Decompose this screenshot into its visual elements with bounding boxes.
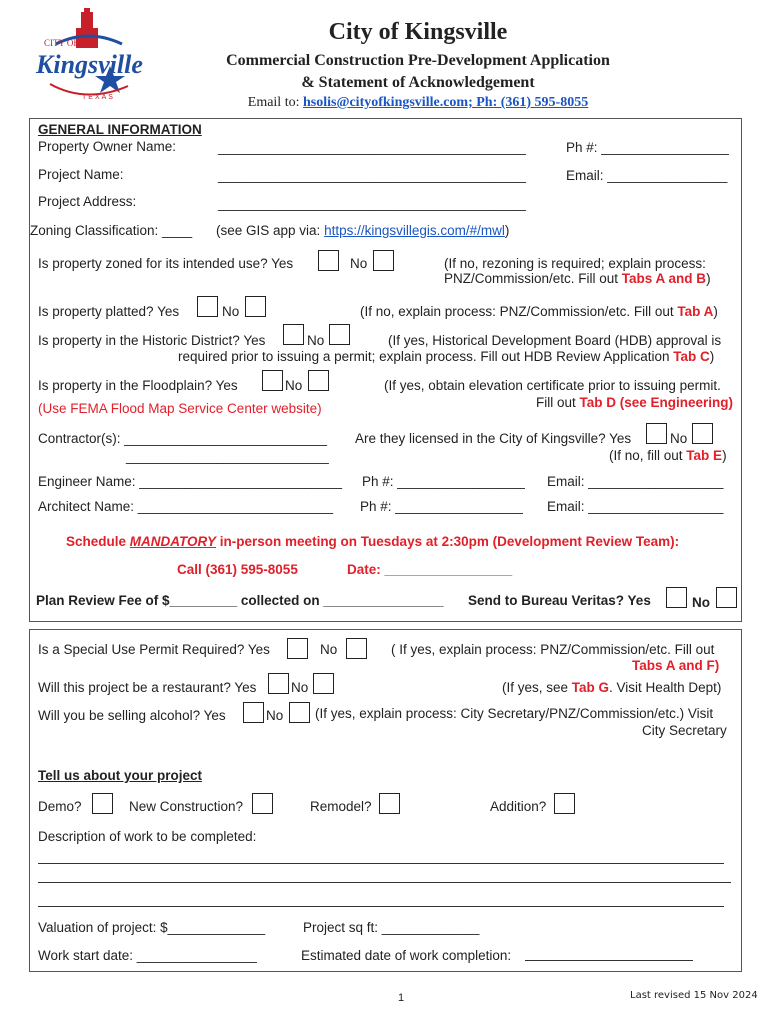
bureau-question: Send to Bureau Veritas? Yes xyxy=(468,593,651,608)
engineer-phone-field[interactable]: Ph #: _________________ xyxy=(362,474,525,489)
zoning-label: Zoning Classification: ____ xyxy=(30,223,193,238)
sup-no-checkbox[interactable] xyxy=(346,638,367,659)
zoned-note-2c: ) xyxy=(706,271,711,286)
alcohol-no-checkbox[interactable] xyxy=(289,702,310,723)
start-date-field[interactable]: Work start date: ________________ xyxy=(38,948,257,963)
platted-note-c: ) xyxy=(713,304,718,319)
platted-no-label: No xyxy=(222,304,240,319)
description-line-3[interactable] xyxy=(38,906,724,907)
licensed-note xyxy=(609,448,727,464)
project-address-label: Project Address: xyxy=(38,194,137,209)
new-construction-label: New Construction? xyxy=(129,799,244,814)
project-address-field[interactable]: _________________________________________ xyxy=(218,196,526,211)
sup-question: Is a Special Use Permit Required? Yes xyxy=(38,642,270,657)
last-revised: Last revised 15 Nov 2024 xyxy=(630,990,758,1001)
licensed-note-a: (If no, fill out xyxy=(609,448,687,463)
plan-review-fee[interactable]: Plan Review Fee of $_________ collected on ________________ xyxy=(36,593,444,608)
page-title: City of Kingsville xyxy=(328,19,508,45)
historic-no-label: No xyxy=(307,333,325,348)
valuation-field[interactable]: Valuation of project: $_____________ xyxy=(38,920,266,935)
gis-text: (see GIS app via: xyxy=(216,223,325,238)
licensed-note-c: ) xyxy=(722,448,727,463)
demo-checkbox[interactable] xyxy=(92,793,113,814)
flood-note-1: (If yes, obtain elevation certificate prior to issuing permit. xyxy=(384,378,721,393)
platted-tab: Tab A xyxy=(677,304,714,319)
page-subtitle-1: Commercial Construction Pre-Development Application xyxy=(226,52,610,69)
flood-no-label: No xyxy=(285,378,303,393)
general-info-heading: GENERAL INFORMATION xyxy=(38,122,202,137)
owner-field[interactable]: _________________________________________ xyxy=(218,140,526,155)
gis-link[interactable]: https://kingsvillegis.com/#/mwl xyxy=(324,223,505,238)
remodel-checkbox[interactable] xyxy=(379,793,400,814)
project-name-label: Project Name: xyxy=(38,167,124,182)
description-label: Description of work to be completed: xyxy=(38,829,257,844)
zoned-note-1: (If no, rezoning is required; explain process: xyxy=(444,256,706,271)
licensed-question: Are they licensed in the City of Kingsville? Yes xyxy=(355,431,632,446)
engineer-field[interactable]: Engineer Name: ___________________________ xyxy=(38,474,343,489)
licensed-no-label: No xyxy=(670,431,688,446)
zoned-tabs: Tabs A and B xyxy=(621,271,707,286)
logo-state: TEXAS xyxy=(82,94,115,101)
restaurant-yes-checkbox[interactable] xyxy=(268,673,289,694)
email-prefix: Email to: xyxy=(247,95,303,110)
schedule-meeting-note xyxy=(66,534,679,550)
owner-label: Property Owner Name: xyxy=(38,139,177,154)
alcohol-yes-checkbox[interactable] xyxy=(243,702,264,723)
alcohol-no-label: No xyxy=(266,708,284,723)
platted-yes-checkbox[interactable] xyxy=(197,296,218,317)
bureau-no-checkbox[interactable] xyxy=(716,587,737,608)
description-line-1[interactable] xyxy=(38,863,724,864)
sup-note-2: Tabs A and F) xyxy=(632,658,720,673)
addition-label: Addition? xyxy=(490,799,547,814)
flood-note-2 xyxy=(536,395,733,411)
historic-tab: Tab C xyxy=(673,349,710,364)
tell-us-heading: Tell us about your project xyxy=(38,768,203,783)
alcohol-note-2: City Secretary xyxy=(642,723,727,738)
licensed-tab: Tab E xyxy=(686,448,723,463)
owner-phone-field[interactable]: Ph #: _________________ xyxy=(566,140,729,155)
zoned-note-2a: PNZ/Commission/etc. Fill out xyxy=(444,271,622,286)
alcohol-question: Will you be selling alcohol? Yes xyxy=(38,708,226,723)
zoned-question: Is property zoned for its intended use? Yes xyxy=(38,256,294,271)
demo-label: Demo? xyxy=(38,799,82,814)
flood-no-checkbox[interactable] xyxy=(308,370,329,391)
restaurant-note-c: . Visit Health Dept) xyxy=(609,680,722,695)
platted-no-checkbox[interactable] xyxy=(245,296,266,317)
restaurant-question: Will this project be a restaurant? Yes xyxy=(38,680,257,695)
completion-label: Estimated date of work completion: xyxy=(301,948,512,963)
zoning-gis-note xyxy=(216,223,509,239)
historic-note-1: (If yes, Historical Development Board (HDB) approval is xyxy=(388,333,722,348)
restaurant-no-label: No xyxy=(291,680,309,695)
contractor-field-2[interactable]: ___________________________ xyxy=(126,449,329,464)
sqft-field[interactable]: Project sq ft: _____________ xyxy=(303,920,480,935)
schedule-c: in-person meeting on Tuesdays at 2:30pm (Development Review Team): xyxy=(216,534,680,549)
project-name-field[interactable]: _________________________________________ xyxy=(218,168,526,183)
logo-name: Kingsville xyxy=(36,50,143,79)
platted-note-a: (If no, explain process: PNZ/Commission/etc. Fill out xyxy=(360,304,678,319)
licensed-no-checkbox[interactable] xyxy=(692,423,713,444)
flood-note-2a: Fill out xyxy=(536,395,580,410)
engineer-email-field[interactable]: Email: __________________ xyxy=(547,474,724,489)
sup-yes-checkbox[interactable] xyxy=(287,638,308,659)
zoned-no-label: No xyxy=(350,256,368,271)
alcohol-note-1: (If yes, explain process: City Secretary/PNZ/Commission/etc.) Visit xyxy=(315,706,714,721)
restaurant-tab: Tab G xyxy=(571,680,610,695)
flood-yes-checkbox[interactable] xyxy=(262,370,283,391)
project-email-field[interactable]: Email: ________________ xyxy=(566,168,728,183)
call-number: Call (361) 595-8055 xyxy=(177,562,298,577)
flood-question: Is property in the Floodplain? Yes xyxy=(38,378,238,393)
historic-note-2c: ) xyxy=(709,349,715,364)
bureau-yes-checkbox[interactable] xyxy=(666,587,687,608)
email-contact-link[interactable]: hsolis@cityofkingsville.com; Ph: (361) 595-8055 xyxy=(302,95,589,110)
schedule-a: Schedule xyxy=(66,534,130,549)
platted-question: Is property platted? Yes xyxy=(38,304,180,319)
email-line xyxy=(0,95,770,111)
historic-note-2 xyxy=(178,349,714,365)
zoned-yes-checkbox[interactable] xyxy=(318,250,339,271)
bureau-no-label: No xyxy=(692,595,710,610)
completion-field[interactable] xyxy=(525,960,693,961)
zoned-no-checkbox[interactable] xyxy=(373,250,394,271)
historic-note-2a: required prior to issuing a permit; explain process. Fill out HDB Review Application xyxy=(178,349,674,364)
gis-close: ) xyxy=(504,223,510,238)
description-line-2[interactable] xyxy=(38,882,731,883)
sup-note-1: ( If yes, explain process: PNZ/Commission/etc. Fill out xyxy=(391,642,715,657)
page-subtitle-2: & Statement of Acknowledgement xyxy=(301,74,535,91)
historic-no-checkbox[interactable] xyxy=(329,324,350,345)
page-number: 1 xyxy=(398,992,405,1004)
schedule-mandatory: MANDATORY xyxy=(129,534,217,549)
platted-note xyxy=(360,304,718,320)
zoned-note-2 xyxy=(444,271,711,287)
architect-field[interactable]: Architect Name: __________________________ xyxy=(38,499,333,514)
restaurant-no-checkbox[interactable] xyxy=(313,673,334,694)
flood-tab: Tab D (see Engineering) xyxy=(579,395,734,410)
addition-checkbox[interactable] xyxy=(554,793,575,814)
restaurant-note xyxy=(502,680,721,696)
architect-phone-field[interactable]: Ph #: _________________ xyxy=(360,499,523,514)
historic-question: Is property in the Historic District? Yes xyxy=(38,333,266,348)
remodel-label: Remodel? xyxy=(310,799,372,814)
restaurant-note-a: (If yes, see xyxy=(502,680,572,695)
architect-email-field[interactable]: Email: __________________ xyxy=(547,499,724,514)
new-construction-checkbox[interactable] xyxy=(252,793,273,814)
fema-note: (Use FEMA Flood Map Service Center website) xyxy=(38,401,322,416)
logo-small-text: CITY OF xyxy=(44,38,79,48)
contractor-field[interactable]: Contractor(s): ___________________________ xyxy=(38,431,327,446)
licensed-yes-checkbox[interactable] xyxy=(646,423,667,444)
historic-yes-checkbox[interactable] xyxy=(283,324,304,345)
meeting-date-field[interactable]: Date: _________________ xyxy=(347,562,513,577)
sup-no-label: No xyxy=(320,642,338,657)
